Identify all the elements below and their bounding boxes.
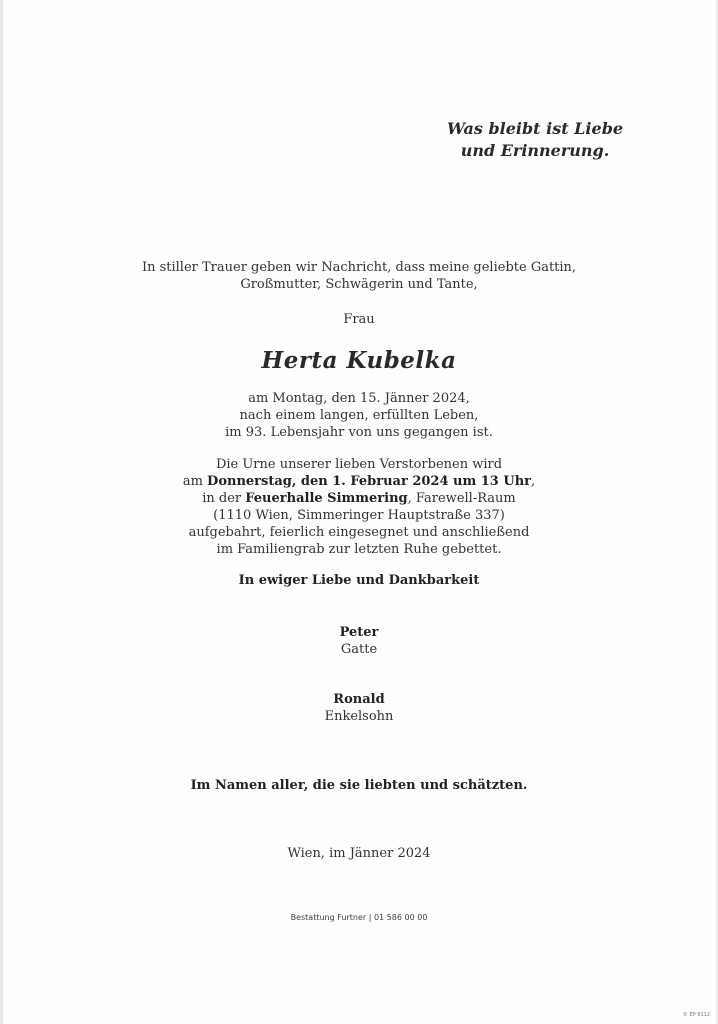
ceremony-line-1: Die Urne unserer lieben Verstorbenen wird	[215, 457, 503, 472]
motto-line-2: und Erinnerung.	[460, 141, 610, 160]
mourner-1-name: Peter	[339, 625, 379, 640]
deceased-name: Herta Kubelka	[261, 347, 457, 374]
closing	[0, 777, 718, 794]
mourner-1-relation: Gatte	[340, 642, 378, 657]
ceremony-line-3	[0, 490, 718, 507]
salutation	[0, 311, 718, 328]
mourner-2-relation: Enkelsohn	[324, 709, 394, 724]
intro-text	[0, 259, 718, 293]
motto	[440, 118, 630, 162]
intro-line-1: In stiller Trauer geben wir Nachricht, dass meine geliebte Gattin,	[141, 260, 577, 275]
death-info-line-3: im 93. Lebensjahr von uns gegangen ist.	[225, 425, 493, 440]
ceremony-line-4: (1110 Wien, Simmeringer Hauptstraße 337)	[213, 508, 505, 523]
intro-line-2: Großmutter, Schwägerin und Tante,	[240, 277, 478, 292]
ceremony-line-2-suffix: ,	[531, 474, 536, 489]
ceremony-line-6: im Familiengrab zur letzten Ruhe gebettet.	[216, 542, 502, 557]
mourner-1	[0, 624, 718, 658]
print-code: © EP 9112	[682, 1012, 710, 1018]
ceremony-line-3-prefix: in der	[202, 491, 246, 506]
ceremony-info	[0, 456, 718, 558]
motto-line-1: Was bleibt ist Liebe	[446, 119, 624, 138]
place-date	[0, 845, 718, 862]
ceremony-line-3-suffix: , Farewell-Raum	[407, 491, 516, 506]
ceremony-date-time: Donnerstag, den 1. Februar 2024 um 13 Uhr	[207, 474, 532, 489]
mourner-2-name: Ronald	[333, 692, 385, 707]
closing-text: Im Namen aller, die sie liebten und schätzten.	[190, 778, 528, 793]
mourner-2	[0, 691, 718, 725]
place-date-text: Wien, im Jänner 2024	[287, 846, 431, 861]
death-info-line-2: nach einem langen, erfüllten Leben,	[239, 408, 479, 423]
ceremony-venue: Feuerhalle Simmering	[245, 491, 408, 506]
death-info-line-1: am Montag, den 15. Jänner 2024,	[248, 391, 470, 406]
dedication-text: In ewiger Liebe und Dankbarkeit	[238, 573, 480, 588]
death-info	[0, 390, 718, 441]
salutation-text: Frau	[343, 312, 375, 327]
ceremony-line-5: aufgebahrt, feierlich eingesegnet und anschließend	[188, 525, 530, 540]
dedication	[0, 572, 718, 589]
ceremony-line-2-prefix: am	[182, 474, 208, 489]
ceremony-line-2	[0, 473, 718, 490]
footer-funeral-home: Bestattung Furtner | 01 586 00 00	[290, 913, 428, 922]
